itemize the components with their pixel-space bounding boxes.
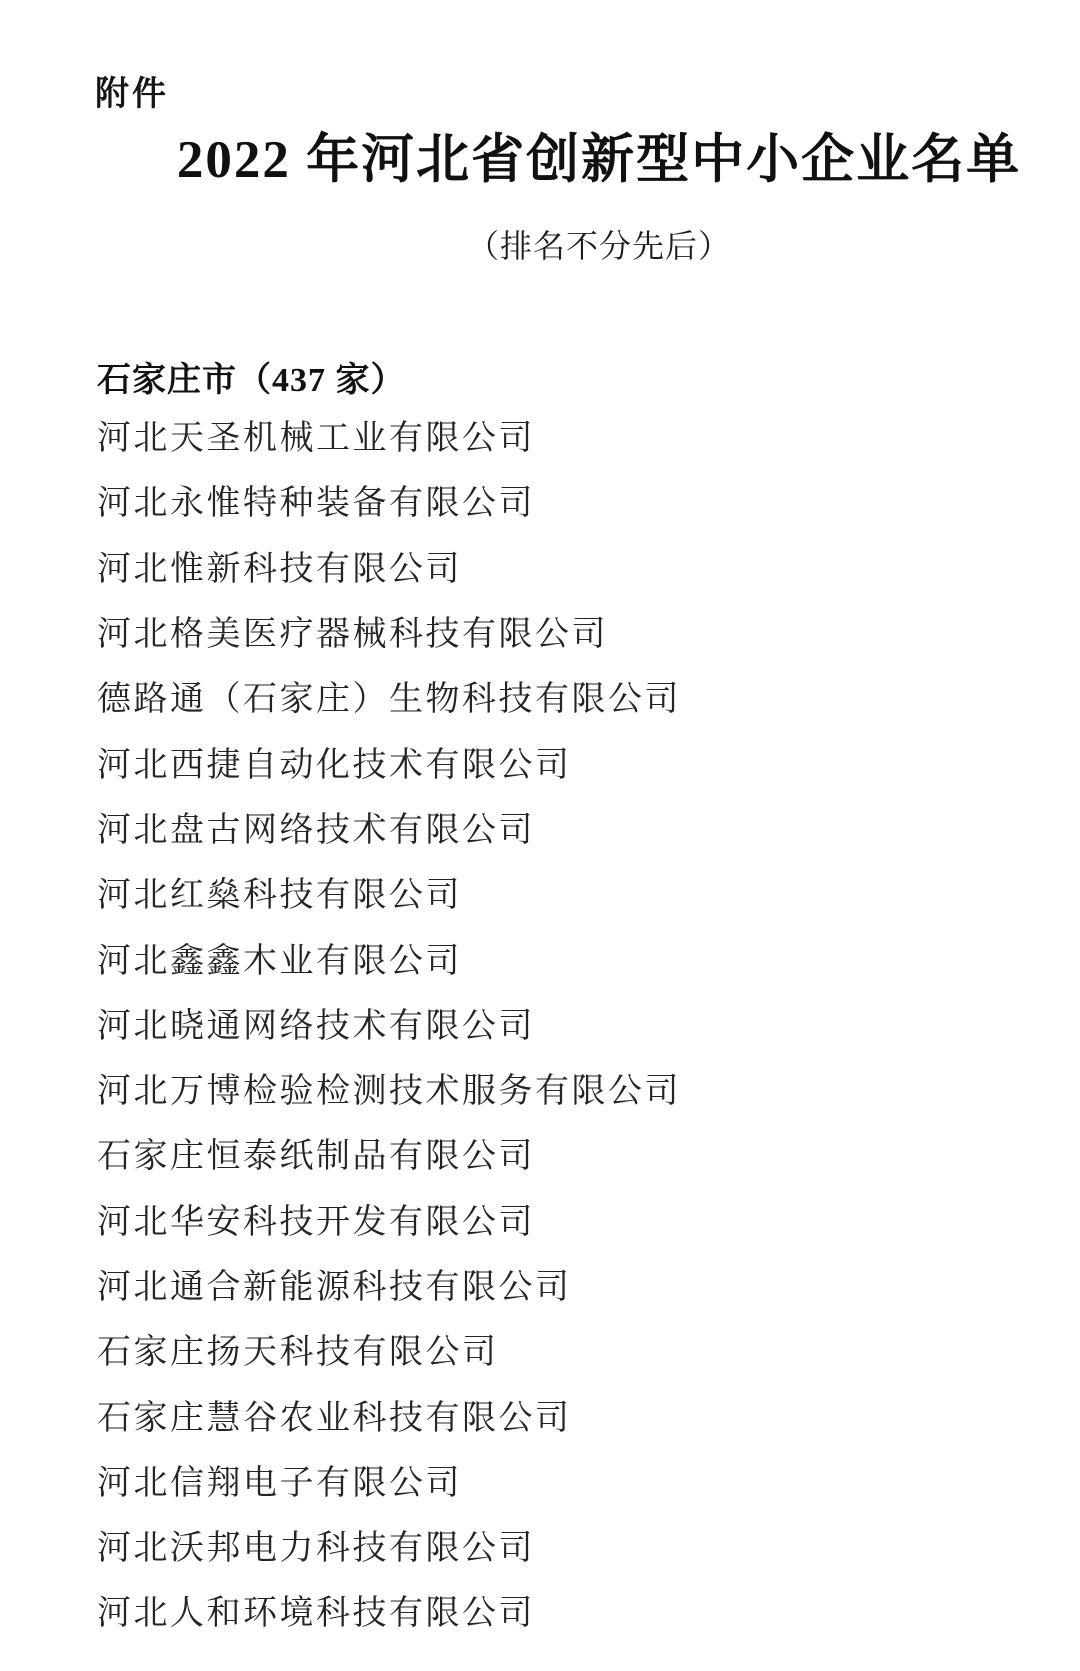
list-item: 石家庄慧谷农业科技有限公司	[97, 1399, 572, 1437]
page-title: 2022 年河北省创新型中小企业名单	[176, 131, 1022, 189]
list-item: 河北惟新科技有限公司	[97, 550, 462, 588]
company-list	[97, 402, 681, 1643]
list-item: 河北西捷自动化技术有限公司	[97, 746, 572, 784]
list-item: 河北天圣机械工业有限公司	[97, 420, 535, 458]
document-header	[118, 130, 1080, 267]
list-item: 河北格美医疗器械科技有限公司	[97, 616, 608, 654]
list-item: 河北红燊科技有限公司	[97, 877, 462, 915]
list-item: 德路通（石家庄）生物科技有限公司	[97, 681, 681, 719]
list-item: 河北永惟特种装备有限公司	[97, 485, 535, 523]
list-item: 石家庄扬天科技有限公司	[97, 1334, 499, 1372]
list-item: 河北盘古网络技术有限公司	[97, 811, 535, 849]
list-item: 河北通合新能源科技有限公司	[97, 1269, 572, 1306]
list-item: 河北万博检验检测技术服务有限公司	[97, 1073, 681, 1111]
list-item: 河北华安科技开发有限公司	[97, 1203, 535, 1241]
attachment-label: 附件	[95, 75, 169, 113]
list-item: 河北信翔电子有限公司	[97, 1464, 462, 1502]
list-item: 河北人和环境科技有限公司	[97, 1595, 535, 1633]
page-subtitle: （排名不分先后）	[466, 227, 731, 264]
list-item: 石家庄恒泰纸制品有限公司	[97, 1138, 535, 1176]
list-item: 河北晓通网络技术有限公司	[97, 1007, 535, 1045]
section-heading: 石家庄市（437 家）	[97, 362, 406, 399]
list-item: 河北鑫鑫木业有限公司	[97, 942, 462, 980]
list-item: 河北沃邦电力科技有限公司	[97, 1530, 535, 1568]
